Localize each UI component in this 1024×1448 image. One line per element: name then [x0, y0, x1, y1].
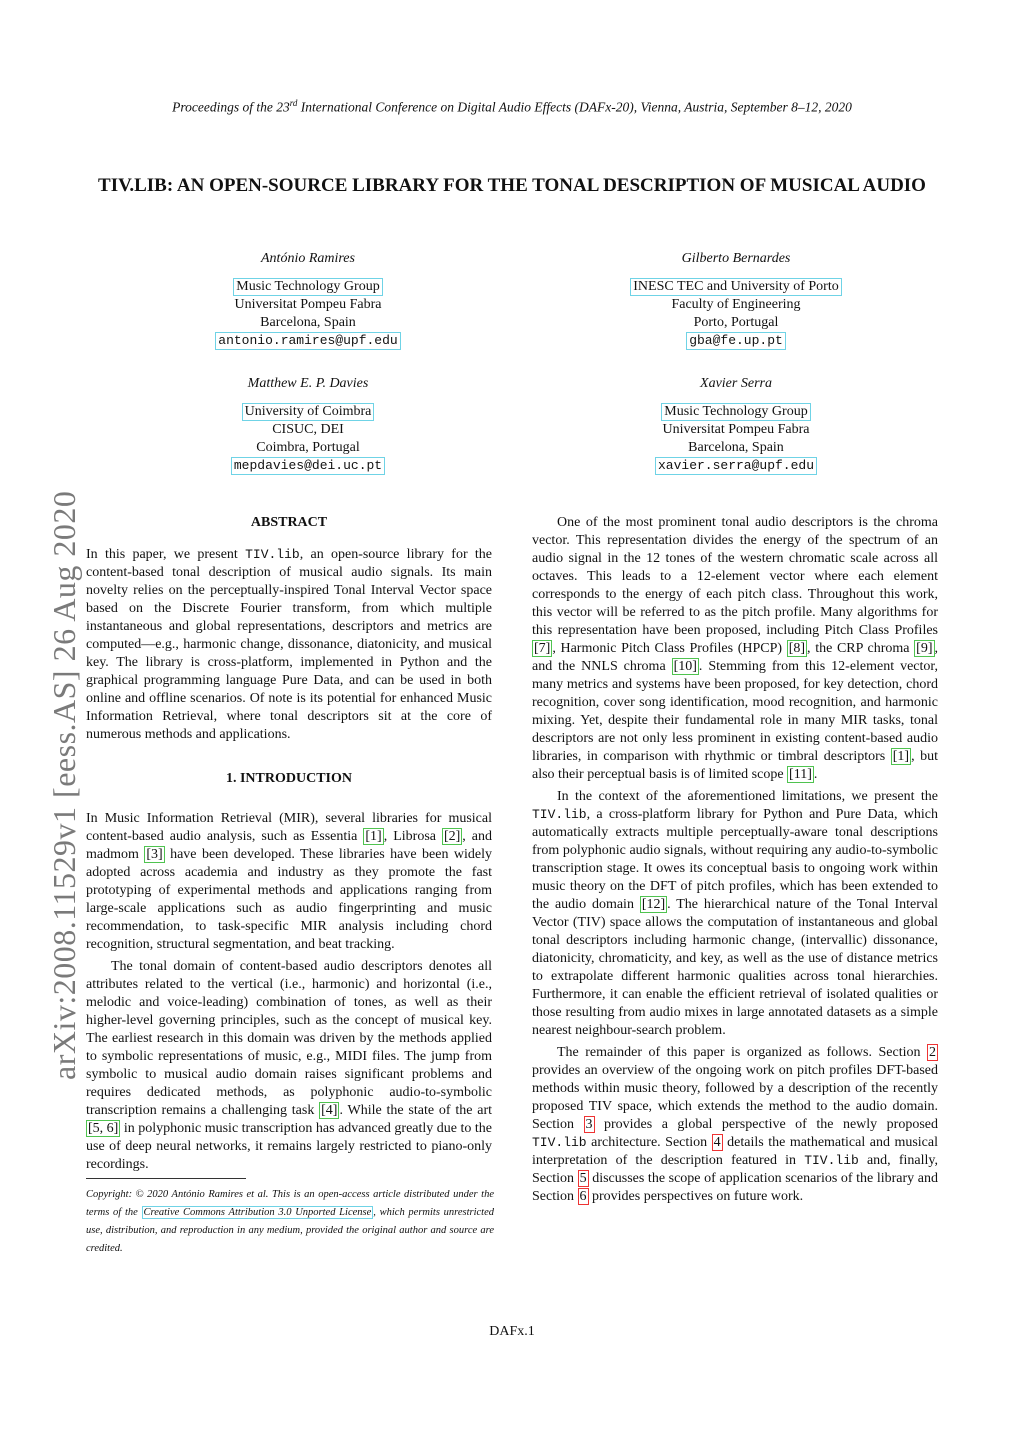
- author-name: Matthew E. P. Davies: [247, 376, 369, 391]
- author-name: Gilberto Bernardes: [681, 251, 791, 266]
- intro-paragraph: The tonal domain of content-based audio descriptors denotes all attributes related to the vertical (i.e., harmonic) and horizontal (i.e., melodic and voice-leading) combination of tones, as well as their higher-level governing principles, such as the concept of musical key. The earliest research in this domain was driven by the methods applied to symbolic representations of music, e.g., MIDI files. The jump from symbolic to musical audio domain raises significant problems and requires dedicated methods, as polyphonic audio-to-symbolic transcription remains a challenging task [4] . While the state of the art [5, 6] in polyphonic music transcription has advanced greatly due to the use of deep neural networks, it remains largely restricted to piano-only recordings.: [86, 959, 493, 1172]
- intro-paragraph: In Music Information Retrieval (MIR), several libraries for musical content-based audio analysis, such as Essentia [1] , Librosa [2] , and madmom [3] have been developed. These libraries have been widely adopted across academia and industry as they promote the fast prototyping of experimental methods and applications ranging from large-scale applications such as audio fingerprinting and music recommendation, to task-specific MIR analysis including chord recognition, structural segmentation, and beat tracking.: [86, 811, 493, 952]
- location-line: Porto, Portugal: [693, 315, 779, 330]
- affiliation-link[interactable]: Music Technology Group: [233, 278, 382, 296]
- author-block: [158, 375, 458, 475]
- email-link[interactable]: xavier.serra@upf.edu: [655, 457, 817, 475]
- paper-title: TIV.LIB: AN OPEN-SOURCE LIBRARY FOR THE TONAL DESCRIPTION OF MUSICAL AUDIO: [98, 175, 926, 196]
- author-block: [586, 250, 886, 350]
- left-column: [86, 514, 492, 1174]
- author-name: António Ramires: [261, 251, 355, 266]
- section-link[interactable]: 6: [579, 1189, 587, 1204]
- library-name: TIV.lib: [532, 1135, 587, 1150]
- intro-heading: 1. INTRODUCTION: [225, 771, 352, 786]
- location-line: Barcelona, Spain: [688, 440, 784, 455]
- email-link[interactable]: mepdavies@dei.uc.pt: [231, 457, 385, 475]
- citation-link[interactable]: [1]: [365, 829, 382, 844]
- body-paragraph: The remainder of this paper is organized as follows. Section 2 provides an overview of the ongoing work on pitch profiles DFT-based methods within music theory, followed by a description of the recently proposed TIV space, which extends the method to the audio domain. Section 3 provides a global perspective of the newly proposed TIV.lib architecture. Section 4 details the mathematical and musical interpretation of the description featured in TIV.lib and, finally, Section 5 discusses the scope of application scenarios of the library and Section 6 provides perspectives on future work.: [532, 1045, 938, 1204]
- body-paragraph: In the context of the aforementioned limitations, we present the TIV.lib, a cross-platform library for Python and Pure Data, which automatically extracts multiple perceptually-aware tonal descriptions from polyphonic audio signals, without requiring any audio-to-symbolic transcription stage. It owes its conceptual basis to ongoing work within music theory on the DFT of pitch profiles, which has been extended to the audio domain [12] . The hierarchical nature of the Tonal Interval Vector (TIV) space allows the computation of instantaneous and global tonal descriptors including harmonic change, (intervallic) dissonance, diatonicity, chromaticity, and key, as well as the use of distance metrics to extrapolate different harmonic qualities across tonal hierarchies. Furthermore, it can enable the efficient retrieval of isolated qualities or those resulting from audio mixes in large annotated datasets as a simple nearest neighbour-search problem.: [532, 789, 938, 1038]
- footnote-rule: [86, 1178, 246, 1179]
- section-link[interactable]: 5: [579, 1171, 587, 1186]
- citation-link[interactable]: [11]: [789, 767, 812, 782]
- body-paragraph: One of the most prominent tonal audio descriptors is the chroma vector. This representation divides the energy of the spectrum of an audio signal in the 12 tones of the western chromatic scale across all octaves. This leads to a 12-element vector where each element corresponds to the energy of each pitch class. Throughout this work, this vector will be referred to as the pitch profile. Many algorithms for this representation have been proposed, including Pitch Class Profiles [7] , Harmonic Pitch Class Profiles (HPCP) [8] , the CRP chroma [9] , and the NNLS chroma [10] . Stemming from this 12-element vector, many metrics and systems have been proposed, for key detection, chord recognition, cover song identification, mood recognition, and harmonic mixing. Yet, despite their fundamental role in many MIR tasks, tonal descriptors are not only less prominent in existing content-based audio libraries, in comparison with rhythmic or timbral descriptors [1] , but also their perceptual basis is of limited scope [11] .: [532, 515, 938, 782]
- affiliation-line: CISUC, DEI: [272, 422, 344, 437]
- author-block: [586, 375, 886, 475]
- email-link[interactable]: gba@fe.up.pt: [686, 332, 786, 350]
- citation-link[interactable]: [1]: [892, 749, 910, 764]
- running-header: Proceedings of the 23rd International Conference on Digital Audio Effects (DAFx-20), Vienna, Austria, September 8–12, 2020: [172, 98, 852, 115]
- affiliation-link[interactable]: University of Coimbra: [242, 403, 375, 421]
- affiliation-line: Universitat Pompeu Fabra: [234, 297, 382, 312]
- section-link[interactable]: 4: [713, 1135, 721, 1150]
- citation-link[interactable]: [4]: [321, 1103, 338, 1118]
- right-column: [532, 514, 938, 1206]
- library-name: TIV.lib: [245, 547, 300, 562]
- license-link[interactable]: Creative Commons Attribution 3.0 Unported License: [143, 1207, 372, 1218]
- abstract-paragraph: In this paper, we present TIV.lib, an open-source library for the content-based tonal description of musical audio signals. Its main novelty relies on the perceptually-inspired Tonal Interval Vector space based on the Discrete Fourier transform, from which multiple instantaneous and global representations, descriptors and metrics are computed—e.g., harmonic change, dissonance, diatonicity, and musical key. The library is cross-platform, implemented in Python and the graphical programming language Pure Data, and can be used in both online and offline scenarios. Of note is its potential for enhanced Music Information Retrieval, where tonal descriptors sit at the core of numerous methods and applications.: [86, 547, 492, 742]
- citation-link[interactable]: [9]: [916, 641, 933, 656]
- citation-link[interactable]: [7]: [534, 641, 551, 656]
- affiliation-line: Universitat Pompeu Fabra: [662, 422, 810, 437]
- arxiv-stamp: arXiv:2008.11529v1 [eess.AS] 26 Aug 2020: [46, 490, 82, 1080]
- citation-link[interactable]: [10]: [673, 659, 697, 674]
- author-block: [158, 250, 458, 350]
- affiliation-link[interactable]: INESC TEC and University of Porto: [630, 278, 841, 296]
- citation-link[interactable]: [8]: [788, 641, 806, 656]
- section-link[interactable]: 2: [929, 1045, 936, 1060]
- page-number: DAFx.1: [489, 1324, 535, 1339]
- abstract-heading: ABSTRACT: [250, 515, 328, 530]
- citation-link[interactable]: [2]: [443, 829, 461, 844]
- affiliation-link[interactable]: Music Technology Group: [661, 403, 810, 421]
- location-line: Barcelona, Spain: [260, 315, 356, 330]
- section-link[interactable]: 3: [585, 1117, 593, 1132]
- library-name: TIV.lib: [532, 807, 587, 822]
- citation-link[interactable]: [3]: [146, 847, 163, 862]
- copyright-footnote: Copyright: © 2020 António Ramires et al. This is an open-access article distributed under the terms of the Creative Commons Attribution 3.0 Unported License , which permits unrestricted use, distribution, and reproduction in any medium, provided the original author and source are credited.: [86, 1189, 495, 1254]
- affiliation-line: Faculty of Engineering: [671, 297, 801, 312]
- author-name: Xavier Serra: [700, 376, 772, 391]
- email-link[interactable]: antonio.ramires@upf.edu: [215, 332, 400, 350]
- library-name: TIV.lib: [804, 1153, 859, 1168]
- citation-link[interactable]: [12]: [641, 897, 666, 912]
- citation-link[interactable]: [5, 6]: [88, 1121, 119, 1136]
- location-line: Coimbra, Portugal: [256, 440, 360, 455]
